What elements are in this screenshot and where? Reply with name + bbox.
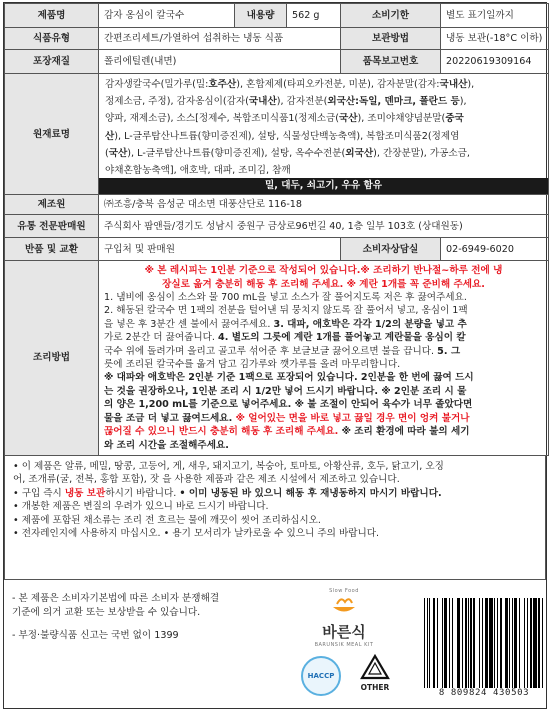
footer-area <box>4 580 546 708</box>
barcode-bars <box>424 598 544 688</box>
recycle-icon <box>360 654 390 680</box>
consumer-value: 02-6949-6020 <box>441 238 549 261</box>
storage-value: 냉동 보관(-18°C 이하) <box>441 28 549 50</box>
product-name-label: 제품명 <box>5 4 99 28</box>
recycle-mark: OTHER <box>352 654 398 692</box>
distributor-label: 유통 전문판매원 <box>5 215 99 238</box>
ingredients-text: 감자생칼국수(밀가루(밀:호주산), 혼합제제(타피오카전분, 미분), 감자분말(감자:국내산), 정제소금, 주정), 감자옹심이(감자(국내산), 감자전분(외국산:독일, 덴마크, 폴란드 등), 양파, 재제소금), 소스[정제수, 복합조미식품1(정제소금(국산), 조미야채양념분말(중국 산), L-글루탐산나트륨(향미증진제), 설탕, 식물성단백농축액), 복합조미식품2(정제염 (국산), L-글루탐산나트륨(향미증진제), 설탕, 옥수수전분(외국산), 간장분말), 가공소금, 야채혼합농축액], 애호박, 대파, 조미김, 참깨 밀, 대두, 쇠고기, 우유 함유 <box>99 74 549 195</box>
packaging-value: 폴리에틸렌(내면) <box>99 50 341 74</box>
storage-label: 보관방법 <box>341 28 441 50</box>
barcode-number: 8 809824 430503 <box>438 687 530 698</box>
product-name-value: 감자 옹심이 칼국수 <box>99 4 235 28</box>
brand-logo: Slow Food 바른식 BARUNSIK MEAL KIT <box>304 588 384 646</box>
info-table <box>4 3 549 456</box>
cooking-text: ※ 본 레시피는 1인분 기준으로 작성되어 있습니다.※ 조리하기 반나절~하루 전에 냉 장실로 옮겨 충분히 해동 후 조리해 주세요. ※ 계란 1개를 꼭 준비해 주세요. 1. 냄비에 옹심이 소스와 물 700 mL을 넣고 소스가 잘 풀어지도록 저은 후 끓여주세요. 2. 해동된 칼국수 면 1팩의 전분을 털어낸 뒤 뭉치지 않도록 잘 풀어서 넣고, 옹심이 1팩 을 넣은 후 3분간 센 불에서 끓여주세요. 3. 대파, 애호박은 각각 1/2의 분량을 넣고 추 가로 2분간 더 끓여줍니다. 4. 별도의 그릇에 계란 1개를 풀어놓고 계란물을 옹심이 칼 국수 위에 돌려가며 올리고 골고루 섞어준 후 보글보글 끓어오르면 불을 끕니다. 5. 그 릇에 조리된 칼국수를 옮겨 담고 김가루와 깻가루를 올려 마무리합니다. ※ 대파와 애호박은 2인분 기준 1팩으로 포장되어 있습니다. 2인분을 한 번에 끓여 드시 는 것을 권장하오나, 1인분 조리 시 1/2만 넣어 드시기 바랍니다. ※ 2인분 조리 시 물 의 양은 1,200 mL를 기준으로 넣어주세요. ※ 불 조절이 안되어 육수가 너무 졸았다면 물을 조금 더 넣고 끓여드세요. ※ 얼어있는 면을 바로 넣고 끓일 경우 면이 엉켜 불거나 끊어질 수 있으니 반드시 충분히 해동 후 조리해 주세요. ※ 조리 환경에 따라 불의 세기 와 조리 시간을 조절해주세요. <box>99 261 549 456</box>
packaging-label: 포장재질 <box>5 50 99 74</box>
barcode <box>424 598 544 702</box>
report-number-value: 20220619309164 <box>441 50 549 74</box>
haccp-mark: HACCP <box>301 656 341 696</box>
bowl-icon <box>329 594 359 618</box>
product-label <box>3 2 547 709</box>
consumer-notice: - 본 제품은 소비자기본법에 따른 소비자 분쟁해결 기준에 의거 교환 또는 보상받을 수 있습니다. - 부정·불량식품 신고는 국번 없이 1399 <box>12 592 220 641</box>
expiry-value: 별도 표기일까지 <box>441 4 549 28</box>
food-type-value: 간편조리세트/가열하여 섭취하는 냉동 식품 <box>99 28 341 50</box>
caution-notes: • 이 제품은 알류, 메밀, 땅콩, 고등어, 게, 새우, 돼지고기, 복숭아, 토마토, 아황산류, 호두, 닭고기, 오징 어, 조개류(굴, 전복, 홍합 포함), 잣 을 사용한 제품과 같은 제조 시설에서 제조하고 있습니다. • 구입 즉시 냉동 보관하시기 바랍니다. • 이미 냉동된 바 있으니 해동 후 재냉동하지 마시기 바랍니다. • 개봉한 제품은 변질의 우려가 있으니 바로 드시기 바랍니다. • 제품에 포함된 채소류는 조리 전 흐르는 물에 깨끗이 씻어 조리하십시오. • 전자레인지에 사용하지 마십시오. • 용기 모서리가 날카로울 수 있으니 주의 바랍니다. <box>4 456 546 580</box>
content-label: 내용량 <box>235 4 287 28</box>
distributor-value: 주식회사 팜앤들/경기도 성남시 중원구 금상로96번길 40, 1층 일부 103호 (상대원동) <box>99 215 549 238</box>
consumer-label: 소비자상담실 <box>341 238 441 261</box>
allergen-bar: 밀, 대두, 쇠고기, 우유 함유 <box>99 178 548 194</box>
expiry-label: 소비기한 <box>341 4 441 28</box>
food-type-label: 식품유형 <box>5 28 99 50</box>
ingredients-label: 원재료명 <box>5 74 99 195</box>
maker-value: ㈜조흥/충북 음성군 대소면 대풍산단로 116-18 <box>99 195 549 215</box>
report-number-label: 품목보고번호 <box>341 50 441 74</box>
cooking-label: 조리방법 <box>5 261 99 456</box>
returns-label: 반품 및 교환 <box>5 238 99 261</box>
returns-value: 구입처 및 판매원 <box>99 238 341 261</box>
brand-name: 바른식 <box>322 622 366 641</box>
content-value: 562 g <box>287 4 341 28</box>
maker-label: 제조원 <box>5 195 99 215</box>
